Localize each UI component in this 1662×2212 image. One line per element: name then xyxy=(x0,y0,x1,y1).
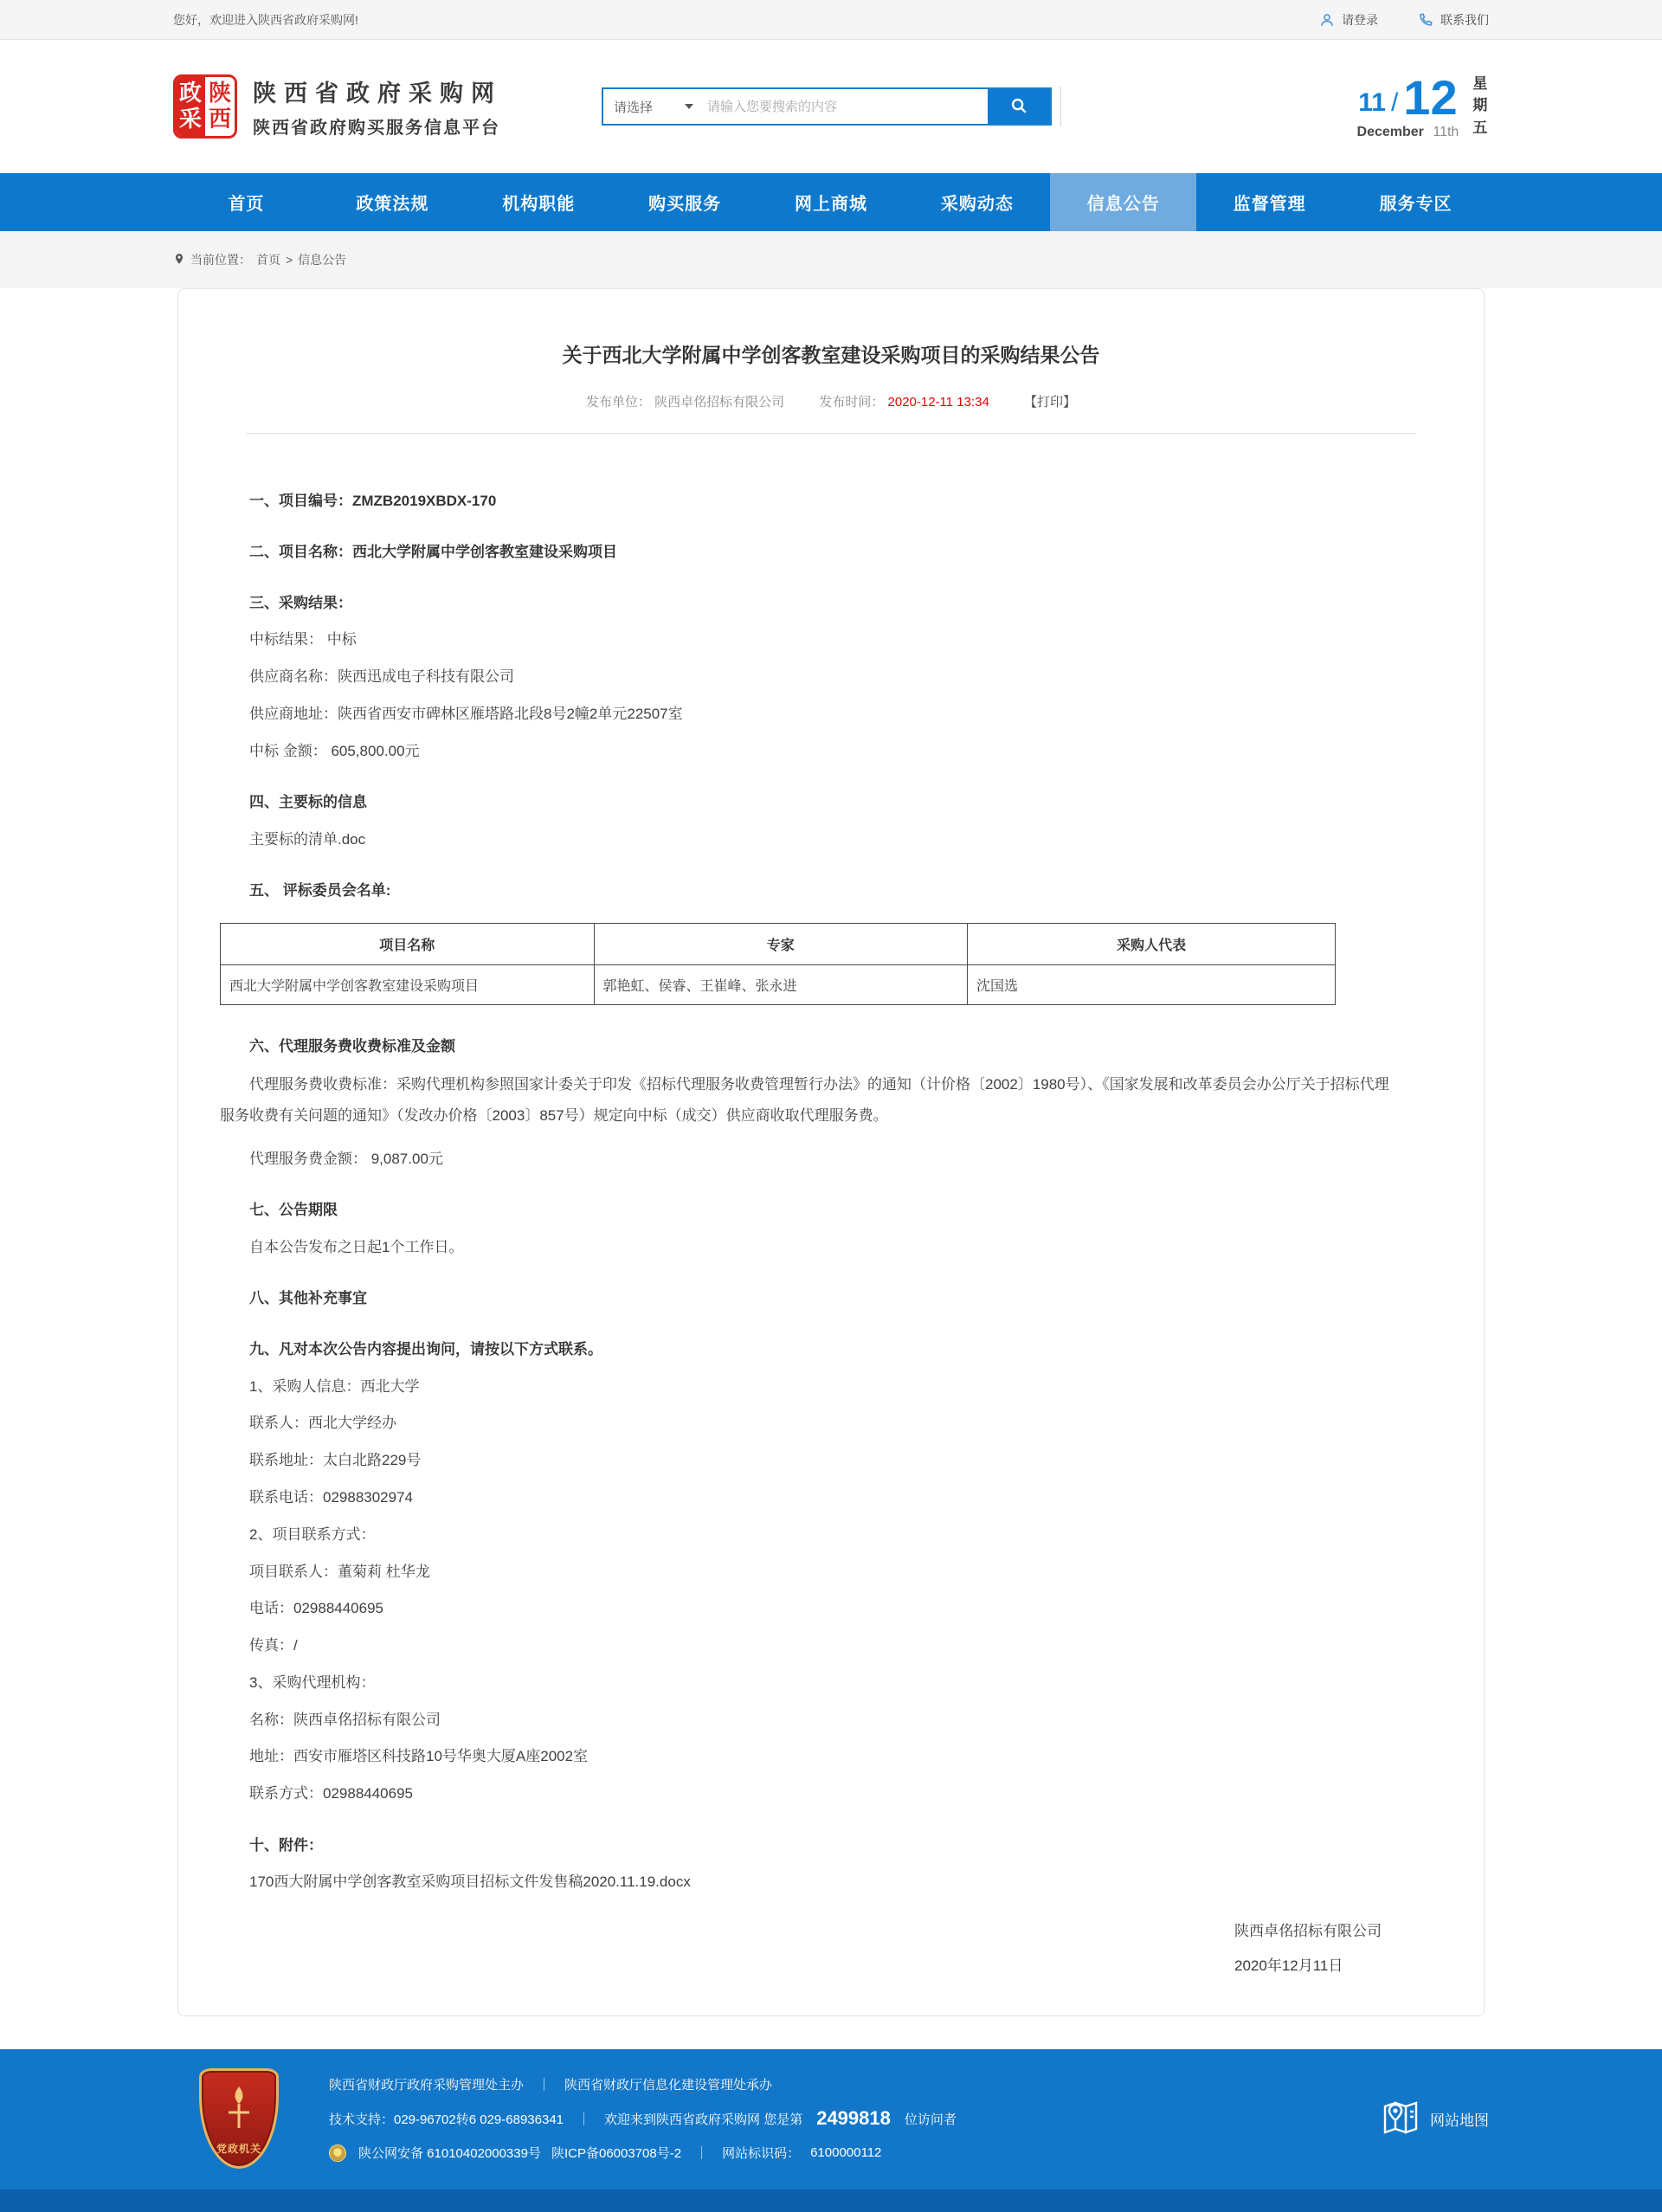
divider xyxy=(1060,87,1061,126)
body-text: 代理服务费金额： 9,087.00元 xyxy=(249,1150,443,1167)
body-text: 供应商地址：陕西省西安市碑林区雁塔路北段8号2幢2单元22507室 xyxy=(249,705,683,722)
nav-item-网上商城[interactable]: 网上商城 xyxy=(795,195,867,214)
contact-us-link[interactable]: 联系我们 xyxy=(1418,11,1489,29)
footer-support-line: 技术支持：029-96702转6 029-68936341 ｜ 欢迎来到陕西省政府采购网 您是第 2499818 位访问者 xyxy=(329,2107,957,2130)
signature-date: 2020年12月11日 xyxy=(1234,1957,1343,1975)
main-content-area xyxy=(0,288,1662,2049)
nav-item-采购动态[interactable]: 采购动态 xyxy=(940,195,1014,214)
site-header xyxy=(0,40,1662,173)
search-button[interactable] xyxy=(988,89,1050,124)
main-nav xyxy=(0,173,1662,231)
seal-logo-icon: 政 采 陕 西 xyxy=(173,74,237,139)
search-icon xyxy=(1009,96,1028,118)
body-text: 项目联系人：董菊莉 杜华龙 xyxy=(249,1563,430,1580)
body-text: 1、采购人信息：西北大学 xyxy=(249,1377,420,1395)
body-text: 联系人：西北大学经办 xyxy=(249,1415,396,1432)
nav-item-政策法规[interactable]: 政策法规 xyxy=(356,195,429,214)
table-cell: 郭艳虹、侯睿、王崔峰、张永进 xyxy=(594,965,968,1005)
table-cell: 西北大学附属中学创客教室建设采购项目 xyxy=(221,965,595,1005)
badge-emblem-icon xyxy=(222,2083,256,2138)
table-row xyxy=(221,965,1336,1005)
section-heading: 八、其他补充事宜 xyxy=(249,1290,367,1307)
welcome-text: 您好，欢迎进入陕西省政府采购网! xyxy=(173,12,358,27)
breadcrumb-home-link[interactable]: 首页 xyxy=(256,253,280,267)
phone-icon xyxy=(1418,12,1433,28)
site-logo[interactable] xyxy=(173,74,502,139)
search-area xyxy=(602,87,1061,126)
section-heading: 四、主要标的信息 xyxy=(249,794,367,811)
chevron-down-icon xyxy=(685,104,693,109)
footer-bottom-strip xyxy=(0,2189,1662,2212)
body-text: 中标 金额： 605,800.00元 xyxy=(249,742,420,759)
security-record: 陕公网安备 61010402000339号 xyxy=(358,2146,541,2162)
footer-organizer-line: 陕西省财政厅政府采购管理处主办 ｜ 陕西省财政厅信息化建设管理处承办 xyxy=(329,2078,773,2093)
body-text: 电话：02988440695 xyxy=(249,1600,384,1617)
table-header: 采购人代表 xyxy=(968,924,1336,965)
body-text: 传真：/ xyxy=(249,1637,298,1654)
section-heading: 二、项目名称：西北大学附属中学创客教室建设采购项目 xyxy=(249,544,617,561)
site-footer xyxy=(0,2049,1662,2212)
breadcrumb-band xyxy=(0,231,1662,288)
page-title: 关于西北大学附属中学创客教室建设采购项目的采购结果公告 xyxy=(562,344,1100,366)
body-text: 自本公告发布之日起1个工作日。 xyxy=(249,1238,464,1255)
body-text: 中标结果： 中标 xyxy=(249,631,357,648)
body-text: 名称：陕西卓佲招标有限公司 xyxy=(249,1711,441,1728)
nav-item-信息公告[interactable]: 信息公告 xyxy=(1050,173,1196,231)
search-category-select[interactable]: 请选择 xyxy=(603,89,704,124)
body-text: 代理服务费收费标准：采购代理机构参照国家计委关于印发《招标代理服务收费管理暂行办法》的通知（计价格〔2002〕1980号）、《国家发展和改革委员会办公厅关于招标代理服务收费有关问题的通知》（发改办价格〔2003〕857号）规定向中标（成交）供应商收取代理服务费。 xyxy=(220,1075,1389,1125)
table-header: 项目名称 xyxy=(221,924,595,965)
body-text: 供应商名称：陕西迅成电子科技有限公司 xyxy=(249,668,514,686)
announcement-card xyxy=(177,288,1485,2016)
breadcrumb-current-link[interactable]: 信息公告 xyxy=(298,253,347,267)
section-heading: 一、项目编号：ZMZB2019XBDX-170 xyxy=(249,493,497,509)
section-heading: 六、代理服务费收费标准及金额 xyxy=(249,1038,455,1055)
article-meta: 发布单位： 陕西卓佲招标有限公司 发布时间： 2020-12-11 13:34 【打印】 xyxy=(585,395,1077,410)
signature-block xyxy=(1234,1922,1382,1976)
body-text: 地址：西安市雁塔区科技路10号华奥大厦A座2002室 xyxy=(249,1748,589,1765)
body-text: 联系方式：02988440695 xyxy=(249,1785,414,1802)
search-input[interactable] xyxy=(704,89,988,124)
body-text: 3、采购代理机构： xyxy=(249,1674,376,1691)
section-heading: 十、附件： xyxy=(249,1837,323,1854)
body-text: 联系地址：太白北路229号 xyxy=(249,1452,422,1469)
publisher-name: 陕西卓佲招标有限公司 xyxy=(654,395,785,410)
weekday-label: 星期五 xyxy=(1472,74,1488,136)
site-code: 6100000112 xyxy=(810,2145,882,2161)
public-security-badge-icon xyxy=(329,2144,346,2162)
visitor-count: 2499818 xyxy=(816,2107,891,2130)
section-heading: 三、采购结果： xyxy=(249,595,352,612)
evaluation-committee-table xyxy=(220,923,1336,1005)
user-icon xyxy=(1319,12,1335,28)
nav-item-监督管理[interactable]: 监督管理 xyxy=(1233,195,1306,214)
attachment-link[interactable]: 主要标的清单.doc xyxy=(249,830,366,848)
sitemap-map-icon xyxy=(1382,2099,1420,2138)
top-utility-bar xyxy=(0,0,1662,40)
section-heading: 九、凡对本次公告内容提出询问，请按以下方式联系。 xyxy=(249,1341,602,1358)
login-link[interactable]: 请登录 xyxy=(1319,11,1378,29)
nav-item-机构职能[interactable]: 机构职能 xyxy=(502,195,576,214)
article-body xyxy=(220,434,1442,1893)
nav-item-购买服务[interactable]: 购买服务 xyxy=(648,195,722,214)
table-cell: 沈国选 xyxy=(968,965,1336,1005)
sitemap-link[interactable]: 网站地图 xyxy=(1382,2099,1489,2138)
print-button[interactable]: 【打印】 xyxy=(1024,395,1077,410)
location-pin-icon xyxy=(173,252,185,268)
section-heading: 五、 评标委员会名单: xyxy=(249,882,391,900)
body-text: 联系电话：02988302974 xyxy=(249,1488,414,1506)
signature-company: 陕西卓佲招标有限公司 xyxy=(1234,1922,1382,1939)
publish-time: 2020-12-11 13:34 xyxy=(887,395,989,410)
site-title: 陕西省政府采购网 xyxy=(253,81,502,106)
table-header: 专家 xyxy=(594,924,968,965)
footer-record-line: 陕公网安备 61010402000339号 陕ICP备06003708号-2 ｜ 网站标识码： 6100000112 xyxy=(329,2144,957,2162)
site-subtitle: 陕西省政府购买服务信息平台 xyxy=(253,119,500,138)
section-heading: 七、公告期限 xyxy=(249,1202,338,1219)
body-text: 2、项目联系方式： xyxy=(249,1525,376,1543)
date-widget: 11 / 12 December 11th 星期五 xyxy=(1356,69,1488,140)
nav-item-首页[interactable]: 首页 xyxy=(228,195,265,214)
attachment-link[interactable]: 170西大附属中学创客教室采购项目招标文件发售稿2020.11.19.docx xyxy=(249,1873,691,1891)
icp-record: 陕ICP备06003708号-2 xyxy=(551,2146,682,2162)
party-government-badge-icon: 党政机关 xyxy=(199,2068,279,2169)
breadcrumb: 当前位置： 首页 > 信息公告 xyxy=(173,251,346,268)
nav-item-服务专区[interactable]: 服务专区 xyxy=(1379,195,1453,214)
